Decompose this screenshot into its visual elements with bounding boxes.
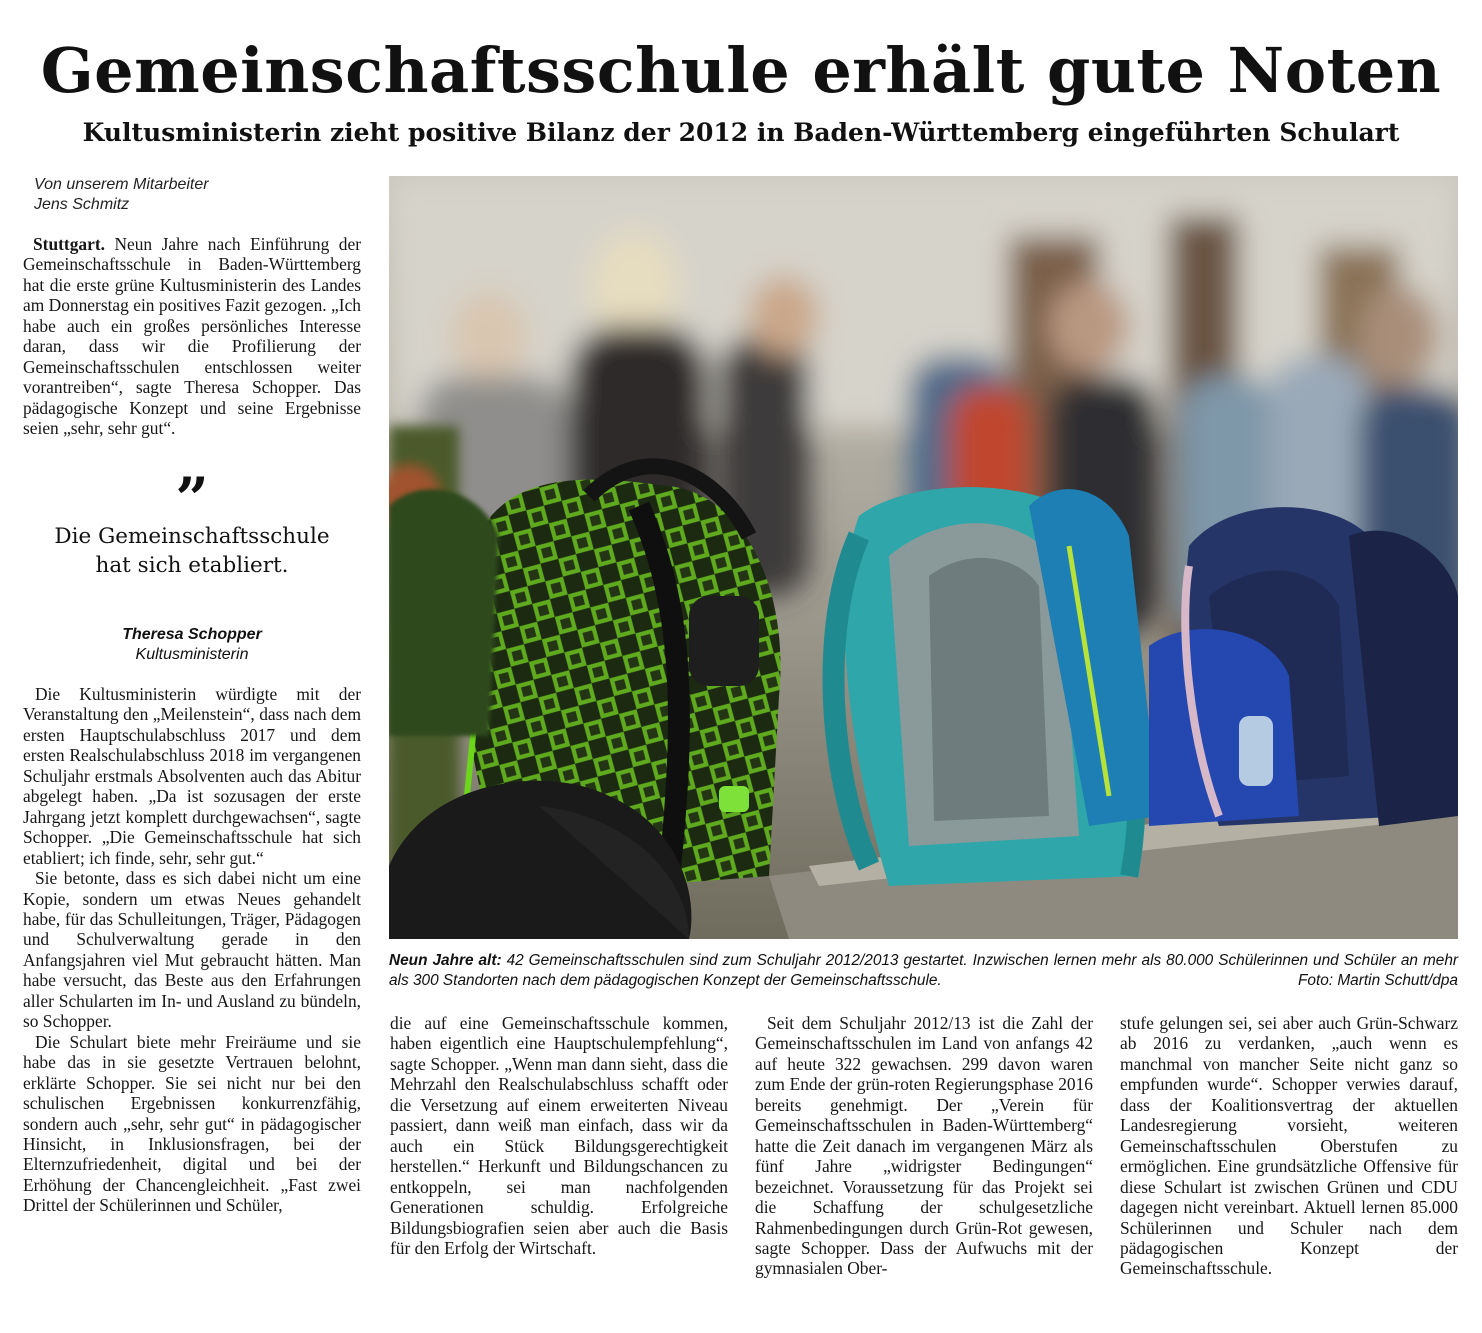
article-paragraph: Die Schulart biete mehr Freiräume und sie habe das in sie gesetzte Vertrauen belohnt, erklärte Schopper. Sie sei nicht nur bei den schulischen Ergebnissen konkurrenzfähig, sondern auch „sehr, sehr gut“ in pädagogischer Hinsicht, in Inklusionsfragen, bei der Elternzufriedenheit, digital und bei der Erhöhung der Chancengleichheit. „Fast zwei Drittel der Schülerinnen und Schüler,	[23, 1031, 361, 1216]
pull-quote-text: Die Gemeinschaftsschule hat sich etabliert.	[54, 524, 330, 578]
article-paragraph: Sie betonte, dass es sich dabei nicht um eine Kopie, sondern um etwas Neues gehandelt habe, für das Schulleitungen, Träger, Pädagogen und Schulverwaltung gerade in den Anfangsjahren viel Mut gebraucht hätten. Man habe versucht, das Beste aus den Erfahrungen aller Schularten im In- und Ausland zu bündeln, so Schopper.	[23, 868, 361, 1032]
article-paragraph: stufe gelungen sei, sei aber auch Grün-Schwarz ab 2016 zu verdanken, „auch wenn es manchmal von mancher Seite nicht ganz so empfunden wurde“. Schopper verwies darauf, dass der Koalitionsvertrag der aktuellen Landesregierung vorsieht, weiteren Gemeinschaftsschulen Oberstufen zu ermöglichen. Eine grundsätzliche Offensive für diese Schulart ist zwischen Grünen und CDU dagegen nicht vereinbart. Aktuell lernen 85.000 Schülerinnen und Schuler nach dem pädagogischen Konzept der Gemeinschaftsschule.	[1120, 1013, 1458, 1279]
dateline: Stuttgart.	[33, 234, 105, 254]
byline-line-1: Von unserem Mitarbeiter	[34, 176, 209, 193]
pull-quote-role: Kultusministerin	[135, 646, 249, 663]
caption-text: 42 Gemeinschaftsschulen sind zum Schuljahr 2012/2013 gestartet. Inzwischen lernen mehr als 80.000 Schülerinnen und Schüler an mehr als 300 Standorten nach dem pädagogischen Konzept der Gemeinschaftsschule.	[389, 952, 1459, 989]
headline: Gemeinschaftsschule erhält gute Noten	[40, 34, 1442, 107]
article-column-1-bottom	[23, 684, 361, 1216]
quote-mark-icon: ”	[175, 465, 209, 533]
article-paragraph: die auf eine Gemeinschaftsschule kommen, haben eigentlich eine Hauptschulempfehlung“, sagte Schopper. „Wenn man dann sieht, dass die Mehrzahl den Realschulabschluss schafft oder die Versetzung auf einem erweiterten Niveau passiert, dann weiß man einfach, dass wir da auch ein Stück Bildungsgerechtigkeit herstellen.“ Herkunft und Bildungschancen zu entkoppeln, sei man nachfolgenden Generationen schuldig. Erfolgreiche Bildungsbiografien seien aber auch die Basis für den Erfolg der Wirtschaft.	[390, 1013, 728, 1258]
byline-author: Jens Schmitz	[34, 196, 130, 213]
photo-credit: Foto: Martin Schutt/dpa	[1298, 972, 1458, 989]
article-column-2	[390, 1013, 728, 1258]
lead-paragraph-text: Neun Jahre nach Einführung der Gemeinschaftsschule in Baden-Württemberg hat die erste grüne Kultusministerin des Landes am Donnerstag ein positives Fazit gezogen. „Ich habe auch ein großes persönliches Interesse daran, dass wir die Profilierung der Gemeinschaftsschulen entschlossen weiter vorantreiben“, sagte Theresa Schopper. Das pädagogische Konzept und seine Ergebnisse seien „sehr, sehr gut“.	[23, 234, 361, 439]
caption-lead: Neun Jahre alt:	[389, 952, 502, 969]
article-paragraph	[23, 234, 361, 439]
article-column-1-top	[23, 234, 361, 439]
article-column-3	[755, 1013, 1093, 1279]
article-column-4	[1120, 1013, 1458, 1279]
photo-caption	[389, 951, 1458, 991]
article-paragraph: Die Kultusministerin würdigte mit der Veranstaltung den „Meilenstein“, dass nach dem ersten Hauptschulabschluss 2017 und dem ersten Realschulabschluss 2018 im vergangenen Schuljahr erstmals Absolventen auch das Abitur abgelegt haben. „Da ist sozusagen der erste Jahrgang jetzt komplett durchgewachsen“, sagte Schopper. „Die Gemeinschaftsschule hat sich etabliert; ich finde, sehr, sehr gut.“	[23, 684, 361, 868]
byline	[34, 175, 354, 215]
subheadline: Kultusministerin zieht positive Bilanz der 2012 in Baden-Württemberg eingeführten Schulart	[82, 118, 1400, 147]
pull-quote-name: Theresa Schopper	[122, 626, 262, 643]
article-paragraph: Seit dem Schuljahr 2012/13 ist die Zahl der Gemeinschaftsschulen im Land von anfangs 42 auf heute 322 gewachsen. 299 davon waren zum Ende der grün-roten Regierungsphase 2016 bereits genehmigt. Der „Verein für Gemeinschaftsschulen in Baden-Württemberg“ hatte die Zeit danach im vergangenen März als fünf Jahre „widrigster Bedingungen“ bezeichnet. Voraussetzung für das Projekt sei die Schaffung der schulgesetzliche Rahmenbedingungen durch Grün-Rot gewesen, sagte Schopper. Dass der Aufwuchs mit der gymnasialen Ober-	[755, 1013, 1093, 1279]
article-photo	[389, 176, 1458, 939]
